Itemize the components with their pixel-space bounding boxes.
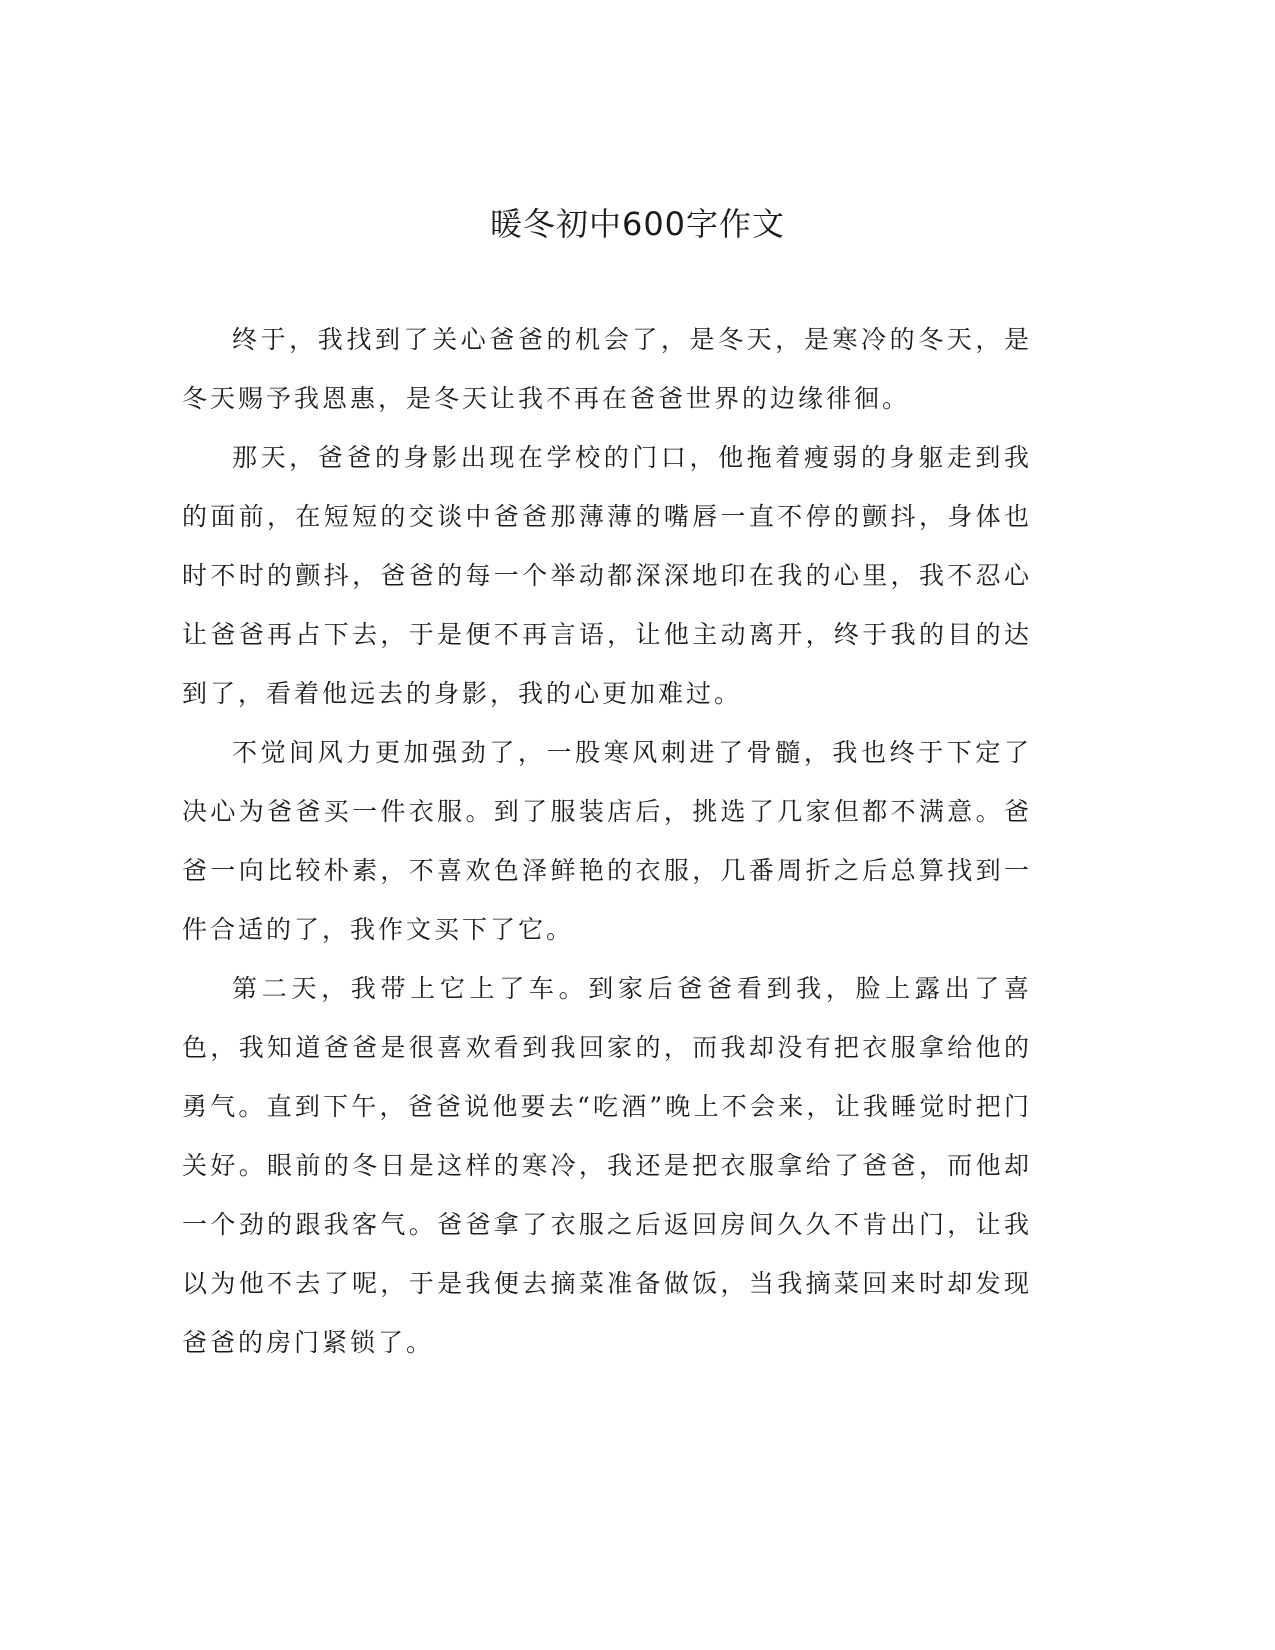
paragraph-2: 那天，爸爸的身影出现在学校的门口，他拖着瘦弱的身躯走到我的面前，在短短的交谈中爸爸那薄薄的嘴唇一直不停的颤抖，身体也时不时的颤抖，爸爸的每一个举动都深深地印在我的心里，我不忍心让爸爸再占下去，于是便不再言语，让他主动离开，终于我的目的达到了，看着他远去的身影，我的心更加难过。 bbox=[182, 443, 1032, 708]
paragraph-1: 终于，我找到了关心爸爸的机会了，是冬天，是寒冷的冬天，是冬天赐予我恩惠，是冬天让我不再在爸爸世界的边缘徘徊。 bbox=[182, 325, 1032, 413]
paragraph-3: 不觉间风力更加强劲了，一股寒风刺进了骨髓，我也终于下定了决心为爸爸买一件衣服。到了服装店后，挑选了几家但都不满意。爸爸一向比较朴素，不喜欢色泽鲜艳的衣服，几番周折之后总算找到一件合适的了，我作文买下了它。 bbox=[182, 738, 1032, 944]
document-title: 暖冬初中600字作文 bbox=[489, 205, 786, 243]
document-body bbox=[182, 310, 1032, 1372]
paragraph-4: 第二天，我带上它上了车。到家后爸爸看到我，脸上露出了喜色，我知道爸爸是很喜欢看到我回家的，而我却没有把衣服拿给他的勇气。直到下午，爸爸说他要去“吃酒”晚上不会来，让我睡觉时把门关好。眼前的冬日是这样的寒冷，我还是把衣服拿给了爸爸，而他却一个劲的跟我客气。爸爸拿了衣服之后返回房间久久不肯出门，让我以为他不去了呢，于是我便去摘菜准备做饭，当我摘菜回来时却发现爸爸的房门紧锁了。 bbox=[182, 974, 1032, 1357]
